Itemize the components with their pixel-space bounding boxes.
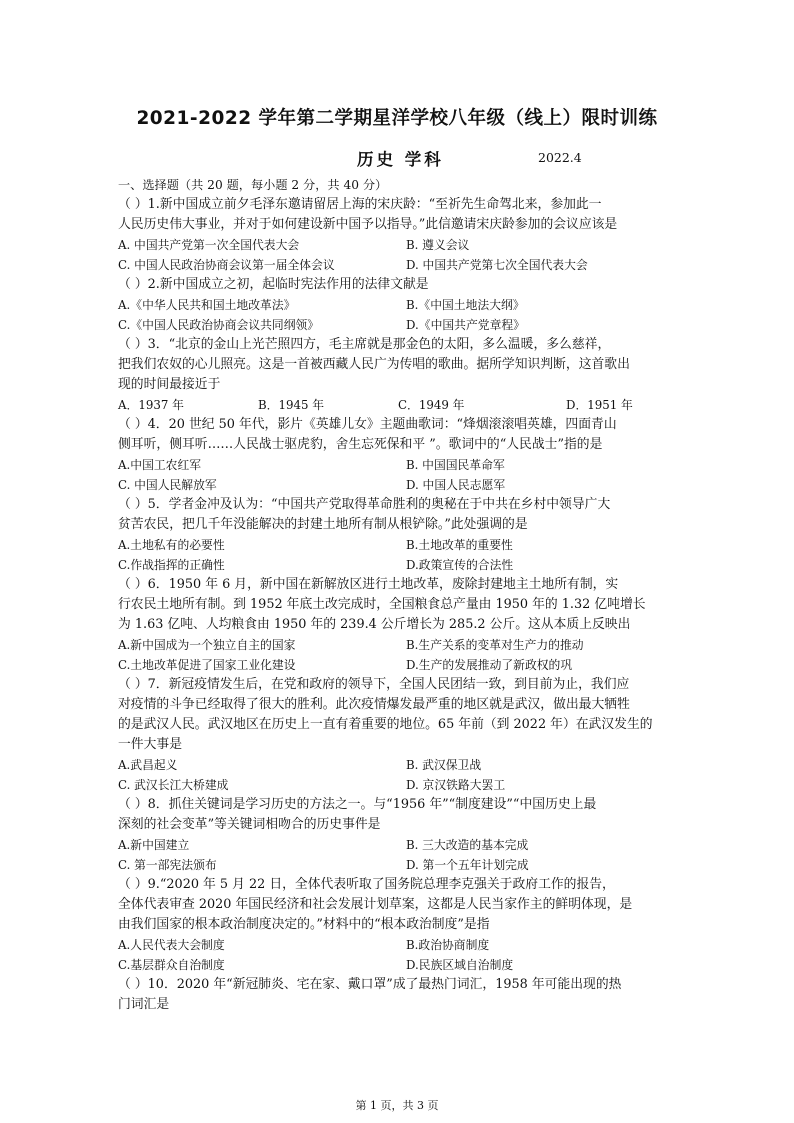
option-d: D.政策宣传的合法性 bbox=[406, 558, 514, 572]
option-c: C.土地改革促进了国家工业化建设 bbox=[118, 658, 296, 672]
question-9-line-2: 全体代表审查 2020 年国民经济和社会发展计划草案，这都是人民当家作主的鲜明体现，是 bbox=[118, 897, 633, 912]
question-6-line-3: 为 1.63 亿吨、人均粮食由 1950 年的 239.4 公斤增长为 285.2 公斤。这从本质上反映出 bbox=[118, 617, 631, 632]
question-8-options-2 bbox=[118, 855, 678, 875]
option-d: D. 中国共产党第七次全国代表大会 bbox=[406, 258, 588, 272]
question-7-line-3: 的是武汉人民。武汉地区在历史上一直有着重要的地位。65 年前（到 2022 年）在武汉发生的 bbox=[118, 717, 653, 732]
option-a: A. 中国共产党第一次全国代表大会 bbox=[118, 238, 300, 252]
option-b: B.生产关系的变革对生产力的推动 bbox=[406, 638, 584, 652]
question-3-line-3: 现的时间最接近于 bbox=[118, 377, 221, 392]
question-6-options-2 bbox=[118, 655, 678, 675]
option-a: A.武昌起义 bbox=[118, 758, 178, 772]
option-d: D. 中国人民志愿军 bbox=[406, 478, 506, 492]
question-2-options bbox=[118, 295, 678, 315]
question-5-options bbox=[118, 535, 678, 555]
option-a: A．1937 年 bbox=[118, 398, 184, 412]
question-3-line-2: 把我们农奴的心儿照亮。这是一首被西藏人民广为传唱的歌曲。据所学知识判断，这首歌出 bbox=[118, 357, 630, 372]
option-c: C. 中国人民政治协商会议第一届全体会议 bbox=[118, 258, 335, 272]
option-d: D.《中国共产党章程》 bbox=[406, 318, 525, 332]
option-c: C.《中国人民政治协商会议共同纲领》 bbox=[118, 318, 320, 332]
question-6-options bbox=[118, 635, 678, 655]
question-9-options bbox=[118, 935, 678, 955]
question-3-options bbox=[118, 395, 678, 415]
question-1-options-2 bbox=[118, 255, 678, 275]
option-d: D．1951 年 bbox=[566, 398, 633, 412]
page-number: 第 1 页，共 3 页 bbox=[355, 1099, 439, 1112]
question-2-line-1: （ ）2.新中国成立之初，起临时宪法作用的法律文献是 bbox=[118, 277, 429, 292]
option-b: B. 三大改造的基本完成 bbox=[406, 838, 529, 852]
question-1-line-1: （ ）1.新中国成立前夕毛泽东邀请留居上海的宋庆龄：“至祈先生命驾北来，参加此一 bbox=[118, 197, 602, 212]
question-1-line-2: 人民历史伟大事业，并对于如何建设新中国予以指导。”此信邀请宋庆龄参加的会议应该是 bbox=[118, 217, 618, 232]
question-body bbox=[118, 175, 678, 1015]
option-a: A.新中国成为一个独立自主的国家 bbox=[118, 638, 296, 652]
question-7-line-2: 对疫情的斗争已经取得了很大的胜利。此次疫情爆发最严重的地区就是武汉，做出最大牺牲 bbox=[118, 697, 630, 712]
option-c: C. 第一部宪法颁布 bbox=[118, 858, 217, 872]
question-4-line-2: 侧耳听，侧耳听……人民战士驱虎豹，舍生忘死保和平 ”。歌词中的“人民战士”指的是 bbox=[118, 437, 603, 452]
question-3-line-1: （ ）3．“北京的金山上光芒照四方，毛主席就是那金色的太阳，多么温暖，多么慈祥， bbox=[118, 337, 611, 352]
option-d: D.生产的发展推动了新政权的巩 bbox=[406, 658, 573, 672]
subject-label: 历史 学科 bbox=[357, 150, 444, 169]
question-7-line-1: （ ）7．新冠疫情发生后，在党和政府的领导下，全国人民团结一致，到目前为止，我们应 bbox=[118, 677, 630, 692]
exam-date: 2022.4 bbox=[538, 150, 582, 165]
question-4-line-1: （ ）4．20 世纪 50 年代，影片《英雄儿女》主题曲歌词：“烽烟滚滚唱英雄，四面青山 bbox=[118, 417, 617, 432]
option-a: A.《中华人民共和国土地改革法》 bbox=[118, 298, 296, 312]
question-5-line-2: 贫苦农民，把几千年没能解决的封建土地所有制从根铲除。”此处强调的是 bbox=[118, 517, 528, 532]
question-6-line-2: 行农民土地所有制。到 1952 年底土改完成时，全国粮食总产量由 1950 年的 1.32 亿吨增长 bbox=[118, 597, 646, 612]
question-8-line-2: 深刻的社会变革”等关键词相吻合的历史事件是 bbox=[118, 817, 381, 832]
question-7-options-2 bbox=[118, 775, 678, 795]
question-9-options-2 bbox=[118, 955, 678, 975]
option-c: C.基层群众自治制度 bbox=[118, 958, 225, 972]
option-b: B.政治协商制度 bbox=[406, 938, 490, 952]
option-b: B．1945 年 bbox=[258, 398, 325, 412]
option-c: C．1949 年 bbox=[398, 398, 465, 412]
question-5-options-2 bbox=[118, 555, 678, 575]
option-c: C.作战指挥的正确性 bbox=[118, 558, 225, 572]
question-10-line-2: 门词汇是 bbox=[118, 997, 170, 1012]
question-8-line-1: （ ）8．抓住关键词是学习历史的方法之一。与“1956 年”“制度建设”“中国历史上最 bbox=[118, 797, 597, 812]
option-b: B. 中国国民革命军 bbox=[406, 458, 505, 472]
question-4-options-2 bbox=[118, 475, 678, 495]
option-a: A.土地私有的必要性 bbox=[118, 538, 225, 552]
question-5-line-1: （ ）5．学者金冲及认为：“中国共产党取得革命胜利的奥秘在于中共在乡村中领导广大 bbox=[118, 497, 611, 512]
question-9-line-1: （ ）9.“2020 年 5 月 22 日，全体代表听取了国务院总理李克强关于政府工作的报告， bbox=[118, 877, 615, 892]
option-c: C. 中国人民解放军 bbox=[118, 478, 217, 492]
exam-title: 2021-2022 学年第二学期星洋学校八年级（线上）限时训练 bbox=[136, 108, 658, 129]
question-1-options bbox=[118, 235, 678, 255]
option-b: B.《中国土地法大纲》 bbox=[406, 298, 525, 312]
question-2-options-2 bbox=[118, 315, 678, 335]
option-b: B.土地改革的重要性 bbox=[406, 538, 513, 552]
question-9-line-3: 由我们国家的根本政治制度决定的。”材料中的“根本政治制度”是指 bbox=[118, 917, 490, 932]
question-4-options bbox=[118, 455, 678, 475]
question-6-line-1: （ ）6．1950 年 6 月，新中国在新解放区进行土地改革，废除封建地主土地所有制，实 bbox=[118, 577, 619, 592]
option-d: D.民族区域自治制度 bbox=[406, 958, 514, 972]
option-a: A.人民代表大会制度 bbox=[118, 938, 225, 952]
question-7-line-4: 一件大事是 bbox=[118, 737, 182, 752]
question-8-options bbox=[118, 835, 678, 855]
option-b: B. 遵义会议 bbox=[406, 238, 470, 252]
option-c: C. 武汉长江大桥建成 bbox=[118, 778, 229, 792]
option-b: B. 武汉保卫战 bbox=[406, 758, 482, 772]
option-a: A.新中国建立 bbox=[118, 838, 190, 852]
question-10-line-1: （ ）10．2020 年“新冠肺炎、宅在家、戴口罩”成了最热门词汇，1958 年可能出现的热 bbox=[118, 977, 622, 992]
section-heading: 一、选择题（共 20 题，每小题 2 分，共 40 分） bbox=[118, 178, 388, 192]
question-7-options bbox=[118, 755, 678, 775]
option-d: D. 京汉铁路大罢工 bbox=[406, 778, 506, 792]
option-d: D. 第一个五年计划完成 bbox=[406, 858, 529, 872]
option-a: A.中国工农红军 bbox=[118, 458, 202, 472]
